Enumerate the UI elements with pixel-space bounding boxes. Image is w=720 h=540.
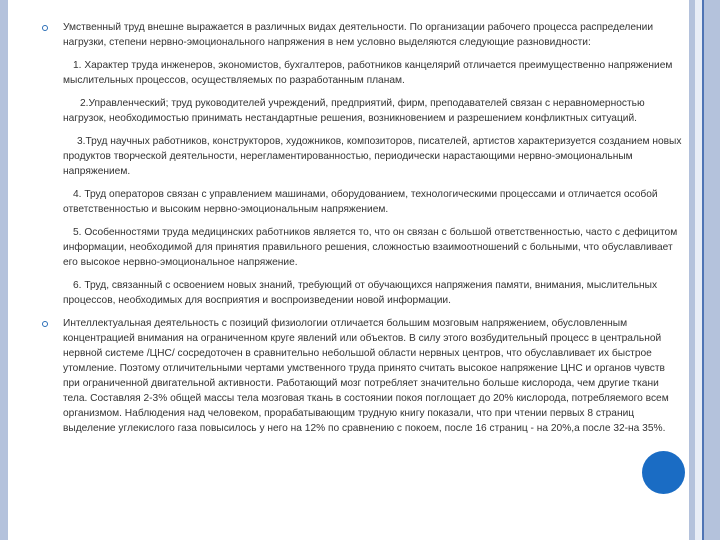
- bullet-icon: [42, 25, 48, 31]
- list-item: 2.Управленческий; труд руководителей учреждений, предприятий, фирм, преподавателей связан с неравномерностью нагрузок, необходимостью принимать нестандартные решения, возникновением и разрешением конфликтных ситуаций.: [63, 98, 645, 124]
- bullet-icon: [42, 321, 48, 327]
- list-item: 3.Труд научных работников, конструкторов, художников, композиторов, писателей, артистов характеризуется созданием новых продуктов творческой деятельности, нерегламентированностью, периодически нарастающими нервно-эмоциональным напряжением.: [63, 136, 682, 177]
- list-item: 5. Особенностями труда медицинских работников является то, что он связан с большой ответственностью, часто с дефицитом информации, необходимой для принятия правильного решения, сложностью взаимоотношений с больными, что обуславливает его высокое нервно-эмоциональное напряжение.: [63, 227, 678, 268]
- right-border-band: [704, 0, 720, 540]
- right-border-gap: [695, 0, 702, 540]
- list-item: 6. Труд, связанный с освоением новых знаний, требующий от обучающихся напряжения памяти, внимания, мыслительных процессов, необходимых для восприятия и воспроизведении новой информации.: [63, 280, 658, 306]
- list-item: 4. Труд операторов связан с управлением машинами, оборудованием, технологическими процессами и отличается особой ответственностью и высоким нервно-эмоциональным напряжением.: [63, 189, 658, 215]
- bullet-text: Интеллектуальная деятельность с позиций физиологии отличается большим мозговым напряжением, обусловленным концентрацией внимания на ограниченном круге явлений или объектов. В силу этого возбудительный процесс в центральной нервной системе /ЦНС/ сосредоточен в сравнительно небольшой области нервных центров, что обуславливает их быстрое утомление. Поэтому отличительными чертами умственного труда принято считать высокое напряжение ЦНС и органов чувств при ограниченной двигательной активности. Работающий мозг потребляет значительно больше кислорода, чем другие ткани тела. Составляя 2-3% общей массы тела мозговая ткань в состоянии покоя поглощает до 20% кислорода, потребляемого всем организмом. Наблюдения над человеком, прорабатывающим трудную книгу показали, что при чтении первых 8 страниц выделение углекислого газа повысилось у него на 12% по сравнению с покоем, после 16 страниц - на 20%,а после 32-на 35%.: [63, 318, 669, 434]
- bullet-text: Умственный труд внешне выражается в различных видах деятельности. По организации рабочего процесса распределении нагрузки, степени нервно-эмоционального напряжения в нем условно выделяются следующие разновидности:: [63, 22, 654, 48]
- list-item: 1. Характер труда инженеров, экономистов, бухгалтеров, работников канцелярий отличается преимущественно напряжением мыслительных процессов, осуществляемых по разработанным планам.: [63, 60, 673, 86]
- slide-content: [63, 20, 683, 444]
- decorative-circle: [642, 451, 685, 494]
- bullet-item: [63, 20, 683, 308]
- left-border-stripe: [0, 0, 8, 540]
- bullet-item: [63, 316, 683, 436]
